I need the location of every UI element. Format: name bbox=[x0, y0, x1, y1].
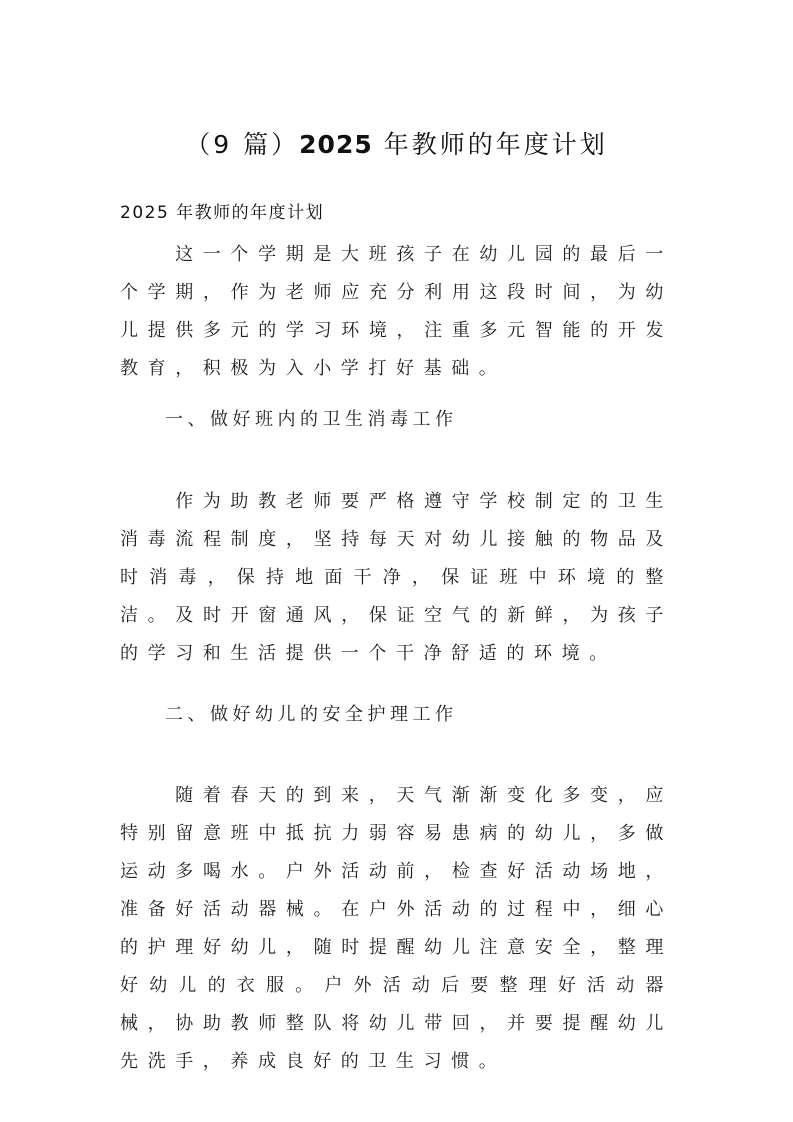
intro-paragraph-text: 这一个学期是大班孩子在幼儿园的最后一个学期，作为老师应充分利用这段时间，为幼儿提供多元的学习环境，注重多元智能的开发教育，积极为入小学打好基础。 bbox=[120, 244, 673, 379]
title-year: 2025 bbox=[299, 130, 373, 159]
section-heading-1: 一、做好班内的卫生消毒工作 bbox=[165, 409, 458, 430]
section-heading-2: 二、做好幼儿的安全护理工作 bbox=[165, 704, 458, 725]
title-prefix: （9 篇） bbox=[185, 130, 300, 159]
title-rest: 年教师的年度计划 bbox=[372, 130, 608, 159]
section-paragraph-1 bbox=[120, 483, 673, 673]
section-paragraph-1-text: 作为助教老师要严格遵守学校制定的卫生消毒流程制度，坚持每天对幼儿接触的物品及时消毒，保持地面干净，保证班中环境的整洁。及时开窗通风，保证空气的新鲜，为孩子的学习和生活提供一个干净舒适的环境。 bbox=[120, 491, 673, 664]
document-subtitle: 2025 年教师的年度计划 bbox=[120, 203, 325, 223]
section-paragraph-2 bbox=[120, 777, 673, 1081]
intro-paragraph bbox=[120, 236, 673, 388]
section-paragraph-2-text: 随着春天的到来，天气渐渐变化多变，应特别留意班中抵抗力弱容易患病的幼儿，多做运动多喝水。户外活动前，检查好活动场地，准备好活动器械。在户外活动的过程中，细心的护理好幼儿，随时提醒幼儿注意安全，整理好幼儿的衣服。户外活动后要整理好活动器械，协助教师整队将幼儿带回，并要提醒幼儿先洗手，养成良好的卫生习惯。 bbox=[120, 785, 673, 1072]
document-title bbox=[0, 128, 793, 162]
